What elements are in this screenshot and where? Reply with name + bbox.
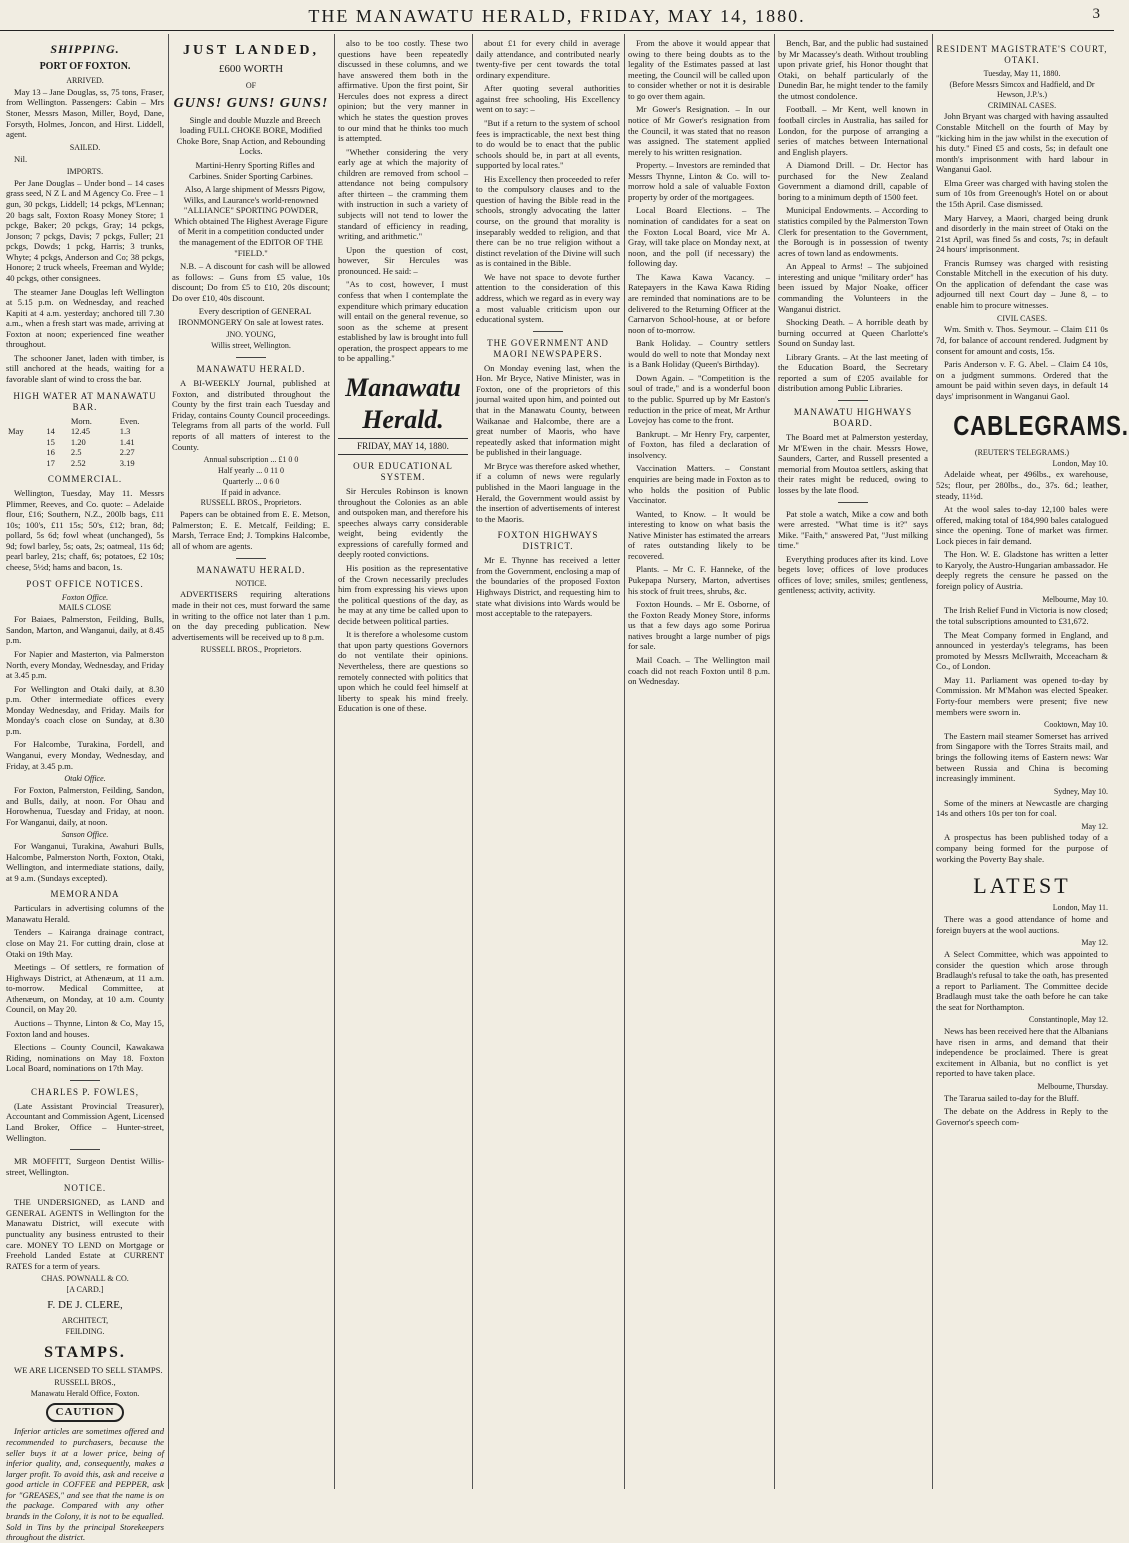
civil-label: CIVIL CASES.	[997, 313, 1047, 323]
dateline: Sydney, May 10.	[1053, 786, 1108, 796]
licensed-text: WE ARE LICENSED TO SELL STAMPS.	[14, 1364, 163, 1375]
news-text: Property. – Investors are reminded that Messrs Thynne, Linton & Co. will to-morrow hold a sale of valuable Foxton property by order of the mortgagees.	[628, 160, 770, 202]
adv-text: ADVERTISERS requiring alterations made in their not ces, must forward the same in writing to the office not later than 1 p.m. on the day preceding publication. New advertisements will be received up to 8 p.m.	[172, 589, 330, 642]
article-text: We have not space to devote further attention to the consideration of this address, which we regard as in every way a most valuable criticism upon our educational system.	[476, 271, 620, 325]
editorial-text: Sir Hercules Robinson is known throughout the Colonies as an able and outspoken man, and therefore his speeches always carry considerable weight, being evidently the expressions of carefully formed and deeply rooted convictions.	[338, 486, 468, 560]
news-text: Bank Holiday. – Country settlers would do well to note that Monday next is a Bank Holiday (Queen's Birthday).	[628, 338, 770, 370]
masthead	[0, 0, 1114, 31]
highways-board-text: The Board met at Palmerston yesterday, Mr M'Ewen in the chair. Messrs Howe, Saunders, Carter, and Russell presented a memorial from Moutoa settlers, asking that their rates might be reduced, owing to losses by the late flood.	[778, 432, 928, 495]
article-text: "But if a return to the system of school fees is impracticable, the next best thing to do would be to enact that the public schools should be, in part at all events, supported by local rates."	[476, 117, 620, 171]
gov-text: On Monday evening last, when the Hon. Mr Bryce, Native Minister, was in Foxton, one of the proprietors of this journal waited upon him, and pointed out that in the Manawatu County, between Waikanae and Halcombe, there are a great number of Maoris, who have repeatedly asked that information might be published in their language.	[476, 362, 620, 458]
memo-text: Particulars in advertising columns of the Manawatu Herald.	[6, 903, 164, 924]
post-text: For Baiaes, Palmerston, Feilding, Bulls, Sandon, Marton, and Wanganui, daily, at 8.45 p.m.	[6, 614, 164, 646]
column-rule	[168, 34, 169, 1489]
herald-heading: MANAWATU HERALD.	[196, 364, 306, 375]
every-text: Every description of GENERAL IRONMONGERY On sale at lowest rates.	[178, 306, 324, 327]
russell-line-2: RUSSELL BROS., Proprietors.	[200, 645, 302, 655]
news-text: Shocking Death. – A horrible death by burning occurred at Queen Charlotte's Sound on Sunday last.	[778, 317, 928, 349]
sailed-label: SAILED.	[69, 142, 101, 152]
article-text: "Whether considering the very early age at which the majority of children are removed from school – attendance not being compulsory after thirteen – the cramming them with instruction in such a variety of subjects will not tend to lower the standard of efficiency in reading, writing, and arithmetic."	[338, 146, 468, 242]
editorial-text: It is therefore a wholesome custom that upon party questions Governors do not ventilate their opinions. Nevertheless, there are questions so remotely connected with politics that upon which he could feel himself at liberty to speak his mind freely. Education is one of these.	[338, 629, 468, 714]
news-text: An Appeal to Arms! – The subjoined interesting and unique "military order" has been issued by Major Noake, officer commanding the Volunteers in the Wanganui district.	[778, 261, 928, 314]
dateline: London, May 10.	[1052, 458, 1108, 468]
column-rule	[472, 34, 473, 1489]
caution-stamp: CAUTION	[46, 1403, 125, 1423]
sanson-sub: Sanson Office.	[61, 830, 109, 840]
herald-heading-2: MANAWATU HERALD.	[196, 564, 306, 575]
anecdote-text: Everything produces after its kind. Love begets love; offices of love produces offices of love; smiles, smiles; gentleness, gentleness; activity, activity.	[778, 553, 928, 596]
arrived-label: ARRIVED.	[66, 76, 104, 86]
latest-text: News has been received here that the Albanians have risen in arms, and demand that their independence be proclaimed. There is great excitement in Albania, but no conflict is yet reported to have taken place.	[936, 1026, 1108, 1079]
news-text: A Diamond Drill. – Dr. Hector has purchased for the New Zealand Government a diamond drill, capable of boring to a minimum depth of 1500 feet.	[778, 160, 928, 202]
news-text: Bench, Bar, and the public had sustained by Mr Macassey's death. Without troubling upon private grief, his Honor thought that Otaki, on behalf particularly of the Dunedin Bar, he might tender to the family the utmost condolence.	[778, 38, 928, 101]
court-case: Paris Anderson v. F. G. Abel. – Claim £4 10s, on a judgment summons. Ordered that the amount be paid within seven days, in default 14 days' imprisonment in Wanganui Gaol.	[936, 359, 1108, 401]
young-address: Willis street, Wellington.	[211, 341, 291, 351]
court-case: Elma Greer was charged with having stolen the sum of 10s from Greenough's Hotel on or about the 15th April. Case dismissed.	[936, 177, 1108, 209]
tide-row: 16 2.5 2.27	[46, 447, 135, 458]
article-text: about £1 for every child in average daily attendance, and contributed nearly twenty-five per cent towards the total ordinary expenditure.	[476, 38, 620, 80]
column-2	[172, 38, 330, 1489]
divider	[838, 502, 868, 503]
column-3	[338, 38, 468, 1489]
news-text: Football. – Mr Kent, well known in football circles in Australia, has sailed for London, for the purpose of arranging a series of matches between International and English players.	[778, 104, 928, 157]
papers-text: Papers can be obtained from E. E. Metson, Palmerston; E. E. Metcalf, Feilding; E. Marsh, Terrace End; J. Tompkins Halcombe, all of whom are agents.	[172, 509, 330, 551]
guns-heading: GUNS! GUNS! GUNS!	[173, 95, 329, 111]
dateline: Melbourne, May 10.	[1042, 594, 1108, 604]
column-rule	[334, 34, 335, 1489]
dateline: Constantinople, May 12.	[1028, 1015, 1108, 1025]
imports-text: Per Jane Douglas – Under bond – 14 cases grass seed, N Z L and M Agency Co. Free – 1 gun, 30 pckgs, Liddell; 14 pckgs, M'Lennan; 20 bags salt, Foxton Roasy Money Store; 1 pckge, Baker; 20 pckgs, Gray; 14 pckgs, Jonson; 7 pckgs, Davis; 7 pckgs, Fuller; 21 pckgs, Dowds; 1 pckg, Harris; 3 trunks, Whyte; 4 pckgs, Anderson and Co; 38 pckgs, Honore; 2 truck wheels, Freeman and Wylde; 40 pckgs, other consignees.	[6, 177, 164, 283]
issue-date: FRIDAY, MAY 14, 1880.	[338, 438, 468, 455]
latest-heading: LATEST	[973, 873, 1071, 899]
sub-line: Quarterly ... 0 6 0	[222, 476, 280, 486]
cable-text: A prospectus has been published today of a company being formed for the purpose of working the Poverty Bay shale.	[936, 832, 1108, 864]
fowles-text: (Late Assistant Provincial Treasurer), Accountant and Commission Agent, Licensed Land Broker, Office – Hunter-street, Wellington.	[6, 1100, 164, 1143]
post-text: For Wellington and Otaki daily, at 8.30 p.m. Other intermediate offices every Monday Wednesday, and Friday. Mails for Monday's coach close on Sunday, at 8.30 p.m.	[6, 683, 164, 736]
news-text: The Kawa Kawa Vacancy. – Ratepayers in the Kawa Kawa Riding are reminded that nominations are to be delivered to the Returning Officer at the Carnarvon School-house, at or before noon of to-morrow.	[628, 271, 770, 335]
latest-text: There was a good attendance of home and foreign buyers at the wool auctions.	[936, 914, 1108, 935]
column-7	[936, 38, 1129, 1489]
herald-office: Manawatu Herald Office, Foxton.	[30, 1389, 140, 1399]
cablegrams-heading: CABLEGRAMS.	[953, 410, 1129, 442]
dateline: London, May 11.	[1052, 903, 1108, 913]
column-rule	[624, 34, 625, 1489]
shipping-heading: SHIPPING.	[50, 42, 120, 56]
commercial-heading: COMMERCIAL.	[47, 473, 123, 484]
article-text: "As to cost, however, I must confess that when I contemplate the expenditure which primary education will entail on the general revenue, so soon as the scheme at present established by law is brought into full operation, the prospect appears to me to be appalling."	[338, 279, 468, 364]
feilding-label: FEILDING.	[65, 1327, 105, 1337]
russell-line: RUSSELL BROS., Proprietors.	[200, 498, 302, 508]
cable-text: The Eastern mail steamer Somerset has arrived from Singapore with the Torres Straits mail, and brings the following items of Eastern news: War between Russia and China is becoming increasingly imminent.	[936, 730, 1108, 784]
news-text: Wanted, to Know. – It would be interesting to know on what basis the Native Minister has estimated the arrears of rates outstanding likely to be recovered.	[628, 508, 770, 561]
gov-text: Mr Bryce was therefore asked whether, if a column of news were regularly published in the Maori language in the Herald, the Government would assist by the insertion of advertisements of interest to the Maoris.	[476, 460, 620, 524]
tide-row: 15 1.20 1.41	[46, 436, 135, 447]
stamps-heading: STAMPS.	[44, 1344, 126, 1362]
criminal-label: CRIMINAL CASES.	[987, 100, 1057, 110]
column-rule	[774, 34, 775, 1489]
article-text: His Excellency then proceeded to refer to the compulsory clauses and to the question of having the Bible read in the schools, strongly advocating the latter course, on the ground that morality is inseparably wedded to religion, and that there can be no true religion without a distinct revelation of the Divine will such as is contained in the Bible.	[476, 173, 620, 269]
reuter-label: (REUTER'S TELEGRAMS.)	[974, 447, 1070, 457]
otaki-sub: Otaki Office.	[64, 774, 106, 784]
tide-row: 17 2.52 3.19	[46, 457, 135, 468]
news-text: Municipal Endowments. – According to statistics compiled by the Palmerston Town Clerk for presentation to the Government, the Borough is in possession of twenty acres of town land as endowments.	[778, 205, 928, 258]
tide-table	[6, 416, 164, 468]
imports-label: IMPORTS.	[66, 167, 104, 177]
cable-text: Adelaide wheat, per 496lbs., ex warehouse, 52s; flour, per 280lbs., do., 37s. 6d.; leather, steady, 11½d.	[936, 469, 1108, 501]
column-1	[6, 38, 164, 1543]
memo-text: Auctions – Thynne, Linton & Co, May 15, Foxton land and houses.	[6, 1017, 164, 1039]
court-date: Tuesday, May 11, 1880.	[983, 69, 1061, 79]
memo-heading: MEMORANDA	[50, 889, 120, 900]
worth-line: £600 WORTH	[218, 63, 284, 76]
column-5	[628, 38, 770, 1489]
news-text: Down Again. – "Competition is the soul of trade," and is a wonderful boon to the public. Spurred up by Mr Easton's reduction in the price of meat, Mr Arthur Lovejoy has come to the front.	[628, 372, 770, 426]
cable-text: May 11. Parliament was opened to-day by Commission. Mr M'Mahon was elected Speaker. Forty-four members were present; five new members were sworn in.	[936, 674, 1108, 717]
sanson-text: For Wanganui, Turakina, Awahuri Bulls, Halcombe, Palmerston North, Foxton, Otaki, Wellington, and intermediate stations, daily, at 9 a.m. (Sundays excepted).	[6, 841, 164, 883]
fowles-name: CHARLES P. FOWLES,	[30, 1086, 139, 1097]
post-sub: Foxton Office.	[61, 592, 109, 602]
dateline: Melbourne, Thursday.	[1037, 1082, 1108, 1092]
divider	[838, 400, 868, 401]
column-6	[778, 38, 928, 1489]
dateline: May 12.	[1081, 938, 1108, 948]
cable-text: Some of the miners at Newcastle are charging 14s and others 10s per ton for coal.	[936, 797, 1108, 819]
cable-text: The Meat Company formed in England, and announced in yesterday's telegrams, has been promoted by Messrs McIlwraith, Mcceacharn & Co., of London.	[936, 629, 1108, 672]
post-text: For Napier and Masterton, via Palmerston North, every Monday, Wednesday, and Friday at 3.45 p.m.	[6, 648, 164, 681]
schooner-text: The schooner Janet, laden with timber, is still anchored at the heads, waiting for a favorable slant of wind to cross the bar.	[6, 352, 164, 385]
martini-text: Martini-Henry Sporting Rifles and Carbines. Snider Sporting Carbines.	[189, 160, 315, 181]
news-text: Mr Gower's Resignation. – In our notice of Mr Gower's resignation from the Council, it was stated that no reason was assigned. The statement applied merely to his written resignation.	[628, 104, 770, 157]
commercial-text: Wellington, Tuesday, May 11. Messrs Plimmer, Reeves, and Co. quote: – Adelaide flour, £16; Southern, N.Z., 200lb bags, £11 10s; 100's, £11 15s; 50's, £12; bran, 8d; pollard, 5s 6d; fowl wheat (unchanged), 5s 9d; fowl barley, 5s; oats, 2s; oatmeal, 11s 6d; pearl barley, 21s; chaff, 6s; potatoes, £2 10s; cheese, 5½d; hams and bacon, 1s.	[6, 488, 164, 572]
court-case: Wm. Smith v. Thos. Seymour. – Claim £11 0s 7d, for balance of account rendered. Judgment by consent for amount and costs, 15s.	[936, 324, 1108, 356]
masthead-title: THE MANAWATU HERALD, FRIDAY, MAY 14, 1880.	[308, 6, 806, 26]
architect-label: ARCHITECT,	[61, 1316, 109, 1326]
news-text: Vaccination Matters. – Constant enquiries are being made in Foxton as to who holds the position of Public Vaccinator.	[628, 463, 770, 506]
court-case: John Bryant was charged with having assaulted Constable Mitchell on the fourth of May by "kicking him in the jaw whilst in the execution of his duty." Fined £5 and costs, 5s; in default one month's imprisonment with hard labour in Wanganui Gaol.	[936, 111, 1108, 175]
cable-text: The Hon. W. E. Gladstone has written a letter to Karyoly, the Austro-Hungarian ambassador. He deeply regrets the censure he passed on the foreign policy of Austria.	[936, 549, 1108, 592]
notice-sign: CHAS. POWNALL & CO.	[41, 1274, 129, 1284]
latest-text: A Select Committee, which was appointed to consider the question which arose through Bradlaugh's refusal to take the oath, has presented a report to Parliament. The Committee decide Bradlaugh must take the oath before he can take the seat for Northampton.	[936, 949, 1108, 1012]
anecdote-text: Pat stole a watch, Mike a cow and both were arrested. "What time is it?" says Mike. "Faith," answered Pat, "Just milking time."	[778, 508, 928, 551]
news-text: Mail Coach. – The Wellington mail coach did not reach Foxton until 8 p.m. on Wednesday.	[628, 654, 770, 687]
young-name: JNO. YOUNG,	[226, 330, 276, 340]
post-text: For Halcombe, Turakina, Fordell, and Wanganui, every Monday, Wednesday, and Friday, at 3.45 p.m.	[6, 739, 164, 771]
notice-heading: NOTICE.	[63, 1183, 107, 1194]
also-text: Also, A large shipment of Messrs Pigow, Wilks, and Laurance's world-renowned "ALLIANCE" SPORTING POWDER, Which obtained The Highest Average Figure of Merit in a competition conducted under the management of the EDITOR OF THE "FIELD."	[174, 184, 328, 258]
cable-text: At the wool sales to-day 12,100 bales were offered, making total of 184,990 bales catalogued since the opening. Tone of market was firmer. Lock pieces in fair demand.	[936, 504, 1108, 546]
dateline: May 12.	[1081, 821, 1108, 831]
editorial-text: His position as the representative of the Crown necessarily precludes him from expressing his views upon the political questions of the day, as he may at any time be called upon to decide between political parties.	[338, 562, 468, 626]
news-text: Bankrupt. – Mr Henry Fry, carpenter, of Foxton, has filed a declaration of insolvency.	[628, 428, 770, 460]
of-line: OF	[245, 80, 257, 90]
post-heading: POST OFFICE NOTICES.	[26, 578, 144, 589]
article-text: After quoting several authorities against free schooling, His Excellency went on to say: –	[476, 83, 620, 115]
tide-row: May 14 12.45 1.3	[8, 426, 131, 437]
clere-name: F. DE J. CLERE,	[47, 1298, 123, 1311]
notice-heading-2: NOTICE.	[235, 578, 267, 588]
latest-text: The Tararua sailed to-day for the Bluff.	[944, 1092, 1079, 1103]
otaki-text: For Foxton, Palmerston, Feilding, Sandon, and Bulls, daily, at noon. For Ohau and Horowhenua, Tuesday and Friday, at noon. For Wanganui, daily, at noon.	[6, 784, 164, 827]
port-heading: PORT OF FOXTON.	[39, 60, 131, 72]
page-number: 3	[1092, 6, 1100, 22]
moffitt-text: MR MOFFITT, Surgeon Dentist Willis-street, Wellington.	[6, 1156, 164, 1177]
cable-text: The Irish Relief Fund in Victoria is now closed; the total subscriptions amounted to £31,672.	[936, 605, 1109, 626]
dateline: Cooktown, May 10.	[1044, 720, 1108, 730]
herald-text: A BI-WEEKLY Journal, published at Foxton, and distributed throughout the County by the first train each Tuesday and Friday, contains County Council proceedings. Telegrams from all parts of the world. Full reports of all matters of interest to the County.	[172, 378, 330, 452]
steamer-text: The steamer Jane Douglas left Wellington at 5.15 p.m. on Wednesday, and reached Kapiti at 4 a.m. yesterday; anchored till 7.30 a.m., when a fresh start was made, arriving at Foxton at noon; experienced fine weather throughout.	[6, 286, 164, 350]
news-text: Local Board Elections. – The nomination of candidates for a seat on the Foxton Local Board, vice Mr A. Gray, will take place on Monday next, at noon, and the poll (if necessary) the following day.	[628, 205, 770, 269]
sub-line: Half yearly ... 0 11 0	[218, 465, 284, 475]
editorial-heading: OUR EDUCATIONAL SYSTEM.	[353, 460, 453, 482]
just-landed-heading: JUST LANDED,	[182, 43, 320, 58]
herald-masthead: Manawatu Herald.	[345, 372, 461, 434]
divider	[70, 1149, 100, 1150]
divider	[533, 331, 563, 332]
court-case: Francis Rumsey was charged with resisting Constable Mitchell in the execution of his duty. On the application of defendant the case was adjourned till next Court day – June 8, – to enable him to procure witnesses.	[936, 257, 1108, 310]
highways-board-heading: MANAWATU HIGHWAYS BOARD.	[793, 407, 913, 429]
divider	[70, 1080, 100, 1081]
mails-close: MAILS CLOSE	[58, 603, 112, 613]
tide-heading: HIGH WATER AT MANAWATU BAR.	[13, 390, 157, 412]
court-before: (Before Messrs Simcox and Hadfield, and Dr Hewson, J.P.'s.)	[949, 79, 1095, 99]
arrived-text: May 13 – Jane Douglas, ss, 75 tons, Fraser, from Wellington. Passengers: Cabin – Mrs Stoner, Messrs Mason, Miller, Boyd, Dane, Forsyth, Holmes, Joncon, and Hirst. Liddell, agent.	[6, 86, 164, 140]
column-rule	[932, 34, 933, 1489]
sub-line: If paid in advance.	[221, 487, 281, 497]
divider	[236, 357, 266, 358]
news-text: Plants. – Mr C. F. Hanneke, of the Pukepapa Nursery, Marton, advertises his stock of fruit trees, shrubs, &c.	[628, 564, 770, 596]
russell-name: RUSSELL BROS.,	[54, 1378, 116, 1388]
article-text: Upon the question of cost, however, Sir Hercules was pronounced. He said: –	[338, 244, 468, 276]
court-case: Mary Harvey, a Maori, charged being drunk and disorderly in the main street of Otaki on the 21st April, was fined 5s and costs, 7s; in default 24 hours' imprisonment.	[936, 212, 1108, 255]
news-text: Foxton Hounds. – Mr E. Osborne, of the Foxton Ready Money Store, informs us that a few days ago some Porirua natives brought a large number of pigs for sale.	[628, 599, 770, 652]
tide-header-row: Morn. Even.	[70, 415, 140, 426]
gov-heading: THE GOVERNMENT AND MAORI NEWSPAPERS.	[487, 337, 609, 359]
memo-text: Elections – County Council, Kawakawa Riding, nominations on May 18. Foxton Local Board, nominations on 17th May.	[6, 1042, 164, 1074]
guns-text: Single and double Muzzle and Breech loading FULL CHOKE BORE, Modified Choke Bore, Snap Action, and Rebounding Locks.	[176, 114, 326, 157]
news-text: From the above it would appear that owing to there being doubts as to the legality of the Estimates passed at last meeting, the Council will be called upon to consider whether or not it is desirable to go over them again.	[628, 38, 770, 101]
column-4	[476, 38, 620, 1489]
divider	[236, 558, 266, 559]
news-text: Library Grants. – At the last meeting of the Education Board, the Secretary reported a sum of £205 available for distribution among Public Libraries.	[778, 351, 928, 394]
court-heading: RESIDENT MAGISTRATE'S COURT, OTAKI.	[936, 44, 1108, 66]
caution-text: Inferior articles are sometimes offered and recommended to purchasers, because the seller buys it at a lower price, being of inferior quality, and, consequently, makes a larger profit. To avoid this, ask and receive a good article in COFFEE and PEPPER, ask for "GREASES," and see that the name is on the package. Compared with any other brands in the Colony, it is not to be equalled. Sold in Tins by the principal Storekeepers throughout the district.	[6, 1426, 164, 1543]
memo-text: Meetings – Of settlers, re formation of Highways District, at Athenæum, at 11 a.m. to-morrow. Medical Committee, at Athenæum, on Monday, at 10 a.m. County Council, on May 20.	[6, 962, 164, 1015]
highways-district-heading: FOXTON HIGHWAYS DISTRICT.	[497, 530, 599, 552]
notice-text: THE UNDERSIGNED, as LAND and GENERAL AGENTS in Wellington for the Manawatu District, will execute with punctuality any business entrusted to their care. MONEY TO LEND on Mortgage or Freehold Landed Estate at CURRENT RATES for a term of years.	[6, 1197, 164, 1271]
sailed-text: Nil.	[14, 153, 28, 164]
sub-line: Annual subscription ... £1 0 0	[203, 455, 299, 465]
latest-text: The debate on the Address in Reply to the Governor's speech com-	[936, 1106, 1108, 1127]
discount-text: N.B. – A discount for cash will be allowed as follows: – Guns from £5 value, 10s discount; Do from £5 to £10, 20s discount; Do over £10, 40s discount.	[172, 261, 330, 303]
highways-district-text: Mr E. Thynne has received a letter from the Government, enclosing a map of the boundaries of the proposed Foxton Highways District, and requesting him to state what divisions into Wards would be most acceptable to the ratepayers.	[476, 555, 620, 619]
article-text: also to be too costly. These two questions have been repeatedly discussed in these columns, and we have answered them both in the affirmative. Upon the first point, Sir Hercules does not express a direct opinion; but the very manner in which he states the question proves to our mind that he thinks too much is attempted.	[338, 38, 468, 144]
card-label: [A CARD.]	[66, 1285, 104, 1295]
memo-text: Tenders – Kairanga drainage contract, close on May 21. For cutting drain, close at Otaki on 19th May.	[6, 927, 164, 959]
